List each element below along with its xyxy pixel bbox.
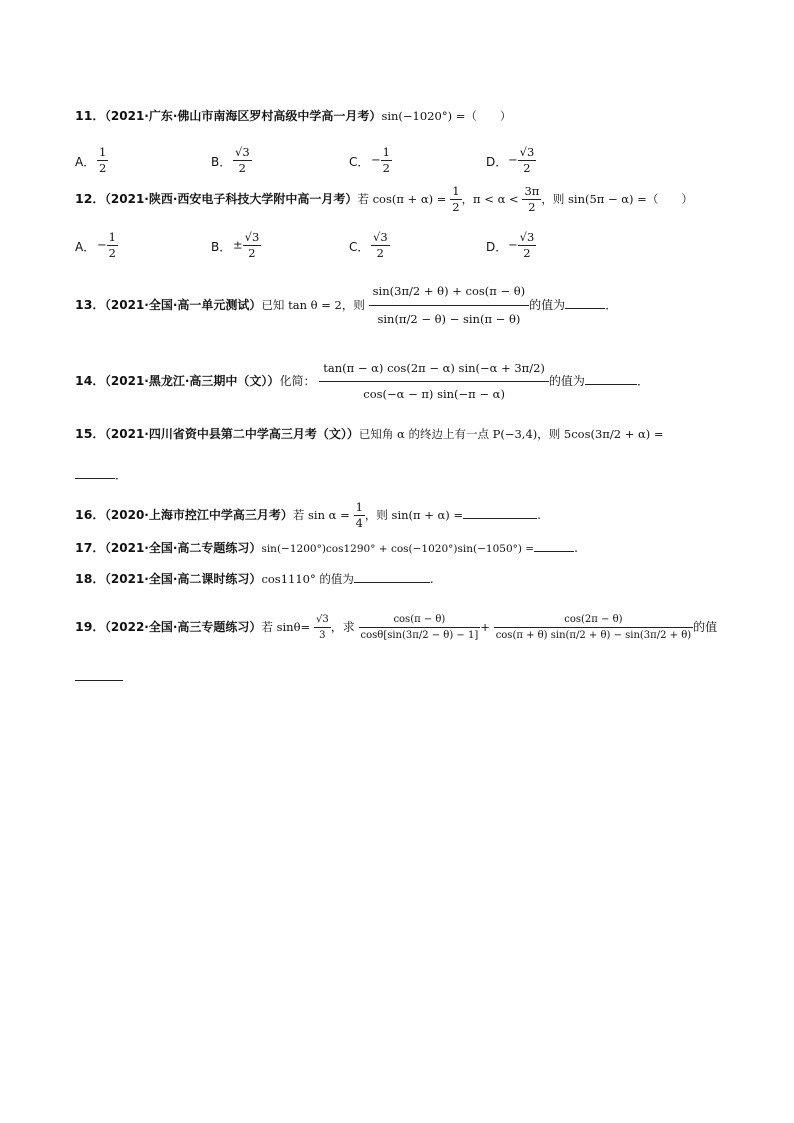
- answer-blank[interactable]: [585, 372, 637, 385]
- question-12-options: A． − $\frac{1}{2}$ B． ± $\frac{√3}{2}$ C． $\frac{√3}{2}$ D． − $\frac{√3}{2}$: [75, 230, 535, 260]
- question-source: （2021·四川省资中县第二中学高三月考（文））: [104, 427, 359, 441]
- question-source: （2021·全国·高一单元测试）: [104, 298, 262, 312]
- answer-blank[interactable]: [354, 570, 430, 583]
- question-source: （2021·全国·高二课时练习）: [104, 572, 262, 586]
- question-expression: sin(−1020°) =（ ）: [381, 109, 512, 123]
- question-number: 16．: [75, 507, 105, 522]
- answer-blank[interactable]: [75, 668, 123, 681]
- expression-fraction: $\frac{\tan(\pi - \alpha) \cos(2\pi - \alpha) \sin(-\alpha + 3\pi/2)}{\cos(-\alpha - \pi) \sin(-\pi - \alpha)}$: [319, 356, 549, 407]
- question-number: 13．: [75, 297, 105, 312]
- answer-blank[interactable]: [565, 296, 605, 309]
- question-source: （2020·上海市控江中学高三月考）: [104, 508, 293, 522]
- question-number: 14．: [75, 373, 105, 388]
- question-source: （2022·全国·高三专题练习）: [104, 620, 262, 634]
- expression-fraction: $\frac{\sin(3\pi/2 + \theta) + \cos(\pi - \theta)}{\sin(\pi/2 - \theta) - \sin(\pi - \theta)}$: [369, 278, 530, 333]
- expression-fraction-2: $\frac{\cos(2\pi - \theta)}{\cos(\pi + \theta) \sin(\pi/2 + \theta) - \sin(3\pi/2 + \theta)}$: [495, 614, 692, 641]
- question-number: 18．: [75, 571, 105, 586]
- question-number: 17．: [75, 540, 105, 555]
- question-13: 13．（2021·全国·高一单元测试）已知 tan θ = 2，则 $\frac{\sin(3\pi/2 + \theta) + \cos(\pi - \theta)}{\sin(\pi/2 - \theta) - \sin(\pi - \theta)}$ 的值为 ．: [75, 278, 617, 333]
- question-source: （2021·全国·高二专题练习）: [104, 541, 262, 555]
- expression-fraction-1: $\frac{\cos(\pi - \theta)}{\cos\theta[\sin(3\pi/2 - \theta) - 1]}$: [360, 614, 479, 641]
- question-18: 18．（2021·全国·高二课时练习）cos1110° 的值为 .: [75, 571, 434, 586]
- question-source: （2021·陕西·西安电子科技大学附中高一月考）: [104, 192, 358, 206]
- question-number: 12．: [75, 191, 105, 206]
- question-number: 11．: [75, 108, 105, 123]
- question-16: 16．（2020·上海市控江中学高三月考）若 sin α = $\frac{1}{4}$ ，则 sin(π + α) = .: [75, 500, 541, 530]
- question-number: 19．: [75, 619, 105, 634]
- question-source: （2021·黑龙江·高三期中（文））: [104, 374, 280, 388]
- question-17: 17．（2021·全国·高二专题练习）sin(−1200°)cos1290° + cos(−1020°)sin(−1050°) = .: [75, 540, 578, 555]
- question-12: 12．（2021·陕西·西安电子科技大学附中高一月考）若 cos(π + α) = $\frac{1}{2}$ ，π < α < $\frac{3\pi}{2}$ ，则 sin(5π − α) =（ ）: [75, 184, 693, 214]
- question-11-options: A． $\frac{1}{2}$ B． $\frac{√3}{2}$ C． − $\frac{1}{2}$ D． − $\frac{√3}{2}$: [75, 145, 535, 175]
- question-14: 14．（2021·黑龙江·高三期中（文））化简： $\frac{\tan(\pi - \alpha) \cos(2\pi - \alpha) \sin(-\alpha + 3\pi/2)}{\cos(-\alpha - \pi) \sin(-\pi - \alpha)}$ 的值为 ．: [75, 356, 649, 407]
- question-15: 15．（2021·四川省资中县第二中学高三月考（文））已知角 α 的终边上有一点 P(−3,4)，则 5cos(3π/2 + α) =: [75, 426, 664, 441]
- question-19-answer-line: [75, 668, 123, 685]
- question-19: 19．（2022·全国·高三专题练习）若 sinθ= $\frac{√3}{3}$ ，求 $\frac{\cos(\pi - \theta)}{\cos\theta[\sin(3\pi/2 - \theta) - 1]}$ + $\frac{\cos(2\pi - \theta)}{\cos(\pi + \theta) \sin(\pi/2 + \theta) - \sin(3\pi/2 + \theta)}$ 的值: [75, 614, 718, 641]
- answer-blank[interactable]: [463, 506, 537, 519]
- answer-blank[interactable]: [534, 539, 574, 552]
- question-source: （2021·广东·佛山市南海区罗村高级中学高一月考）: [104, 109, 382, 123]
- question-number: 15．: [75, 426, 105, 441]
- answer-blank[interactable]: [75, 466, 115, 479]
- question-15-answer-line: ．: [75, 466, 127, 483]
- question-11: [75, 108, 511, 124]
